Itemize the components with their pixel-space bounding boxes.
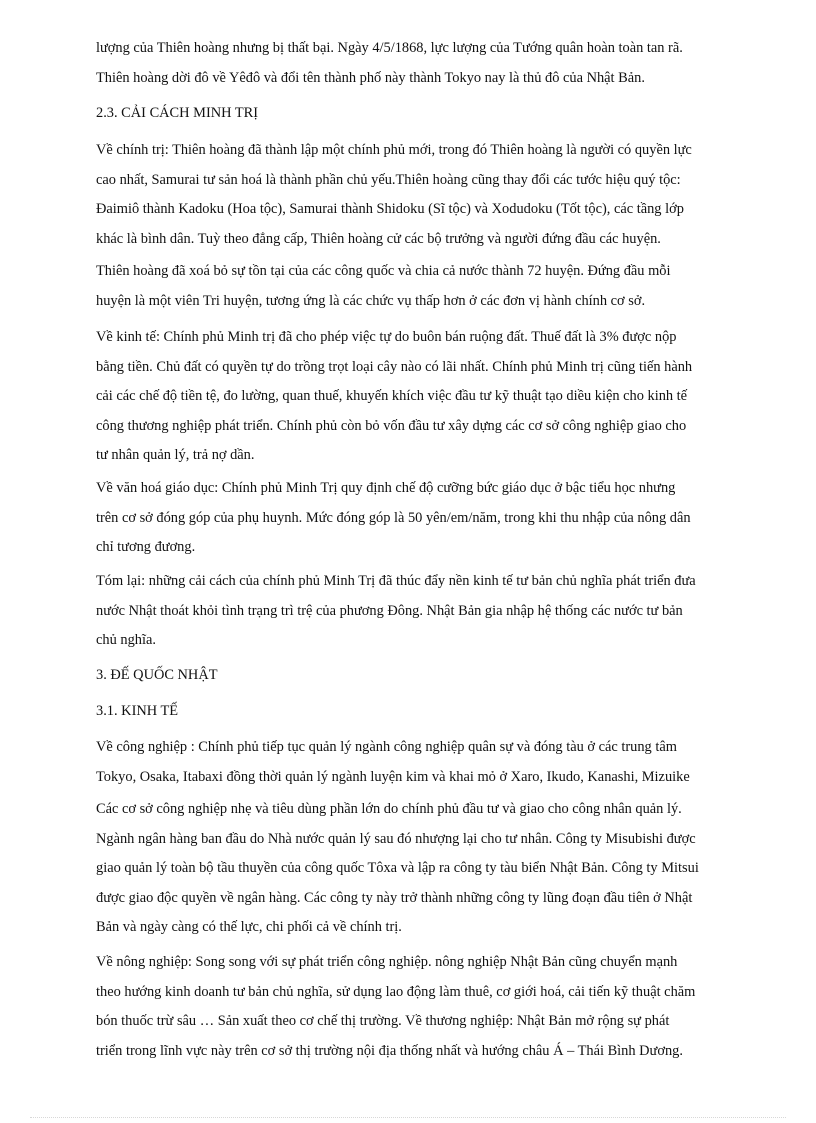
text-line: Bản và ngày càng có thế lực, chi phối cả về chính trị. [96,919,402,935]
text-line: nước Nhật thoát khỏi tình trạng trì trệ của phương Đông. Nhật Bản gia nhập hệ thống các nước tư bản [96,602,683,619]
text-line: cải các chế độ tiền tệ, đo lường, quan thuế, khuyến khích việc đầu tư kỹ thuật tạo diều kiện cho kinh tế [96,388,688,404]
text-line: bằng tiền. Chủ đất có quyền tự do trồng trọt loại cây nào có lãi nhất. Chính phủ Minh trị cũng tiến hành [96,358,693,375]
text-line: Thiên hoàng đã xoá bỏ sự tồn tại của các công quốc và chia cả nước thành 72 huyện. Đứng đầu mỗi [96,263,671,279]
text-line: triển trong lĩnh vực này trên cơ sở thị trường nội địa thống nhất và hướng châu Á – Thái Bình Dương. [96,1042,683,1059]
text-line: Về kinh tế: Chính phủ Minh trị đã cho phép việc tự do buôn bán ruộng đất. Thuế đất là 3% được nộp [96,329,677,345]
industry-paragraph [96,733,764,792]
text-line: bón thuốc trừ sâu … Sản xuất theo cơ chế thị trường. Về thương nghiệp: Nhật Bản mở rộng sự phát [96,1013,670,1029]
text-line: chỉ tương đương. [96,539,196,555]
text-line: huyện là một viên Tri huyện, tương ứng là các chức vụ thấp hơn ở các đơn vị hành chính cơ sở. [96,292,646,309]
text-line: tư nhân quản lý, trả nợ dần. [96,447,255,463]
text-line: Về công nghiệp : Chính phủ tiếp tục quản lý ngành công nghiệp quân sự và đóng tàu ở các trung tâm [96,739,677,755]
text-line: trên cơ sở đóng góp của phụ huynh. Mức đóng góp là 50 yên/em/năm, trong khi thu nhập của nông dân [96,509,691,526]
text-line: được giao độc quyền về ngân hàng. Các công ty này trở thành những công ty lũng đoạn đầu tiên ở Nhật [96,889,693,906]
economy-paragraph [96,323,764,471]
politics-paragraph [96,136,764,254]
text-line: Tokyo, Osaka, Itabaxi đồng thời quản lý ngành luyện kim và khai mỏ ở Xaro, Ikudo, Kanashi, Mizuike [96,768,690,785]
text-line: giao quản lý toàn bộ tầu thuyền của công quốc Tôxa và lập ra công ty tàu biển Nhật Bản. Công ty Mitsui [96,860,699,876]
text-line: Thiên hoàng dời đô về Yêđô và đổi tên thành phố này thành Tokyo nay là thủ đô của Nhật Bản. [96,69,645,86]
text-line: cao nhất, Samurai tư sản hoá là thành phần chủ yếu.Thiên hoàng cũng thay đổi các tước hiệu quý tộc: [96,171,681,188]
summary-paragraph [96,567,764,656]
culture-paragraph [96,474,764,563]
text-line: công thương nghiệp phát triển. Chính phủ còn bỏ vốn đầu tư xây dựng các cơ sở công nghiệp giao cho [96,417,687,434]
text-line: Đaimiô thành Kadoku (Hoa tộc), Samurai thành Shidoku (Sĩ tộc) và Xodudoku (Tốt tộc), các tầng lớp [96,201,684,217]
text-line: Các cơ sở công nghiệp nhẹ và tiêu dùng phần lớn do chính phủ đầu tư và giao cho công nhân quản lý. [96,801,682,817]
text-line: theo hướng kinh doanh tư bản chủ nghĩa, sử dụng lao động làm thuê, cơ giới hoá, cải tiến kỹ thuật chăm [96,983,696,1000]
text-line: chủ nghĩa. [96,632,156,648]
text-line: Về nông nghiệp: Song song với sự phát triển công nghiệp. nông nghiệp Nhật Bản cũng chuyển mạnh [96,954,678,970]
section-heading: 3.1. KINH TẾ [96,703,179,719]
text-line: Về chính trị: Thiên hoàng đã thành lập một chính phủ mới, trong đó Thiên hoàng là người có quyền lực [96,142,692,158]
text-line: lượng của Thiên hoàng nhưng bị thất bại. Ngày 4/5/1868, lực lượng của Tướng quân hoàn toàn tan rã. [96,40,683,56]
heading-3-1 [96,697,764,727]
text-line: khác là bình dân. Tuỳ theo đẳng cấp, Thiên hoàng cử các bộ trưởng và người đứng đầu các huyện. [96,230,661,247]
section-heading: 3. ĐẾ QUỐC NHẬT [96,667,218,683]
heading-2-3 [96,99,764,129]
text-line: Ngành ngân hàng ban đầu do Nhà nước quản lý sau đó nhượng lại cho tư nhân. Công ty Misubishi được [96,830,696,847]
text-line: Tóm lại: những cải cách của chính phủ Minh Trị đã thúc đẩy nền kinh tế tư bản chủ nghĩa phát triển đưa [96,573,696,589]
agriculture-paragraph [96,948,764,1066]
intro-paragraph [96,34,764,93]
light-industry-paragraph [96,795,764,943]
districts-paragraph [96,257,764,316]
heading-3 [96,661,764,691]
text-line: Về văn hoá giáo dục: Chính phủ Minh Trị quy định chế độ cưỡng bức giáo dục ở bậc tiểu học nhưng [96,480,676,496]
section-heading: 2.3. CẢI CÁCH MINH TRỊ [96,105,259,121]
page-edge-divider [30,1117,786,1118]
